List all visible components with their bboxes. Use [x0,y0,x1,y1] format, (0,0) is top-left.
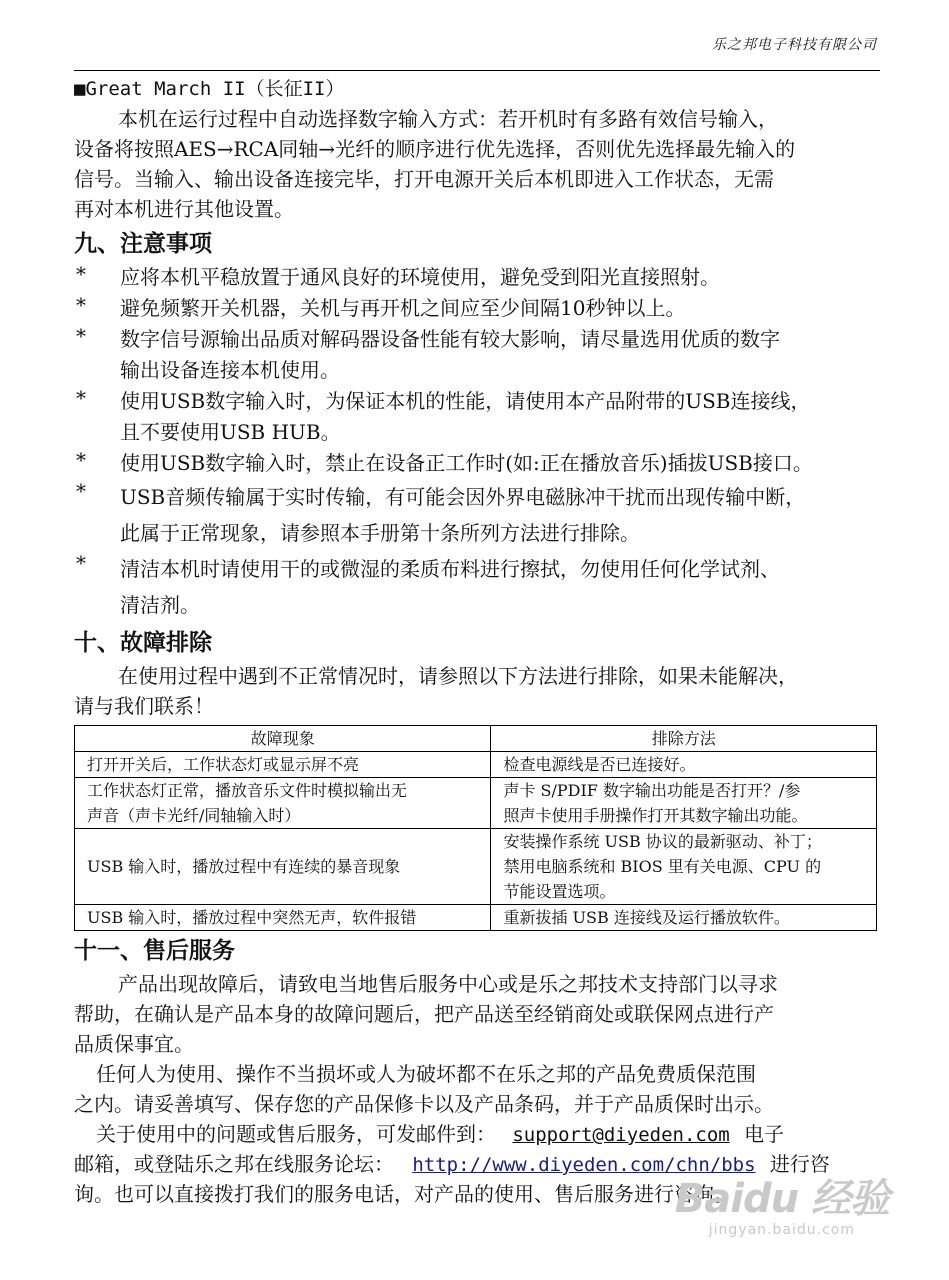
service-line: 品质保事宜。 [74,1032,194,1056]
list-item-text: 此属于正常现象，请参照本手册第十条所列方法进行排除。 [120,521,640,545]
star-bullet-icon: * [76,324,86,348]
support-email-link[interactable]: support@diyeden.com [512,1124,730,1146]
list-item [74,262,880,293]
symptom-cell: 工作状态灯正常，播放音乐文件时模拟输出无 声音（声卡光纤/同轴输入时） [75,778,491,829]
symptom-cell: USB 输入时，播放过程中有连续的暴音现象 [75,829,491,905]
intro-line: 设备将按照AES→RCA同轴→光纤的顺序进行优先选择，否则优先选择最先输入的 [74,137,796,161]
model-heading: ■Great March II（长征II） [74,78,345,100]
table-row [75,778,877,829]
list-item [74,551,880,623]
star-bullet-icon: * [76,262,86,286]
contact-line: 询。也可以直接拨打我们的服务电话，对产品的使用、售后服务进行咨询。 [74,1182,734,1206]
contact-text: 进行咨 [769,1152,830,1176]
list-item [74,324,880,386]
list-item-text: 输出设备连接本机使用。 [120,358,340,382]
list-item-text: 使用USB数字输入时，禁止在设备正工作时(如:正在播放音乐)插拔USB接口。 [120,451,813,475]
star-bullet-icon: * [76,551,86,575]
intro-paragraph [74,104,880,224]
list-item [74,448,880,479]
list-item-text: 应将本机平稳放置于通风良好的环境使用，避免受到阳光直接照射。 [120,265,720,289]
solution-cell: 安装操作系统 USB 协议的最新驱动、补丁； 禁用电脑系统和 BIOS 里有关电源、CPU 的 节能设置选项。 [491,829,877,905]
star-bullet-icon: * [76,386,86,410]
solution-cell: 重新拔插 USB 连接线及运行播放软件。 [491,905,877,931]
list-item-text: 避免频繁开关机器，关机与再开机之间应至少间隔10秒钟以上。 [120,296,686,320]
contact-text: 关于使用中的问题或售后服务，可发邮件到： [96,1122,496,1146]
list-item [74,293,880,324]
list-item [74,386,880,448]
list-item-text: 清洁本机时请使用干的或微湿的柔质布料进行擦拭，勿使用任何化学试剂、 [120,557,780,581]
column-header-solution: 排除方法 [491,726,877,752]
troubleshooting-intro: 请与我们联系！ [74,694,214,718]
star-bullet-icon: * [76,448,86,472]
solution-cell: 声卡 S/PDIF 数字输出功能是否打开？/参 照声卡使用手册操作打开其数字输出功能。 [491,778,877,829]
section-title-troubleshooting: 十、故障排除 [74,629,212,656]
table-row [75,752,877,778]
service-line: 产品出现故障后，请致电当地售后服务中心或是乐之邦技术支持部门以寻求 [118,972,778,996]
list-item-text: 数字信号源输出品质对解码器设备性能有较大影响，请尽量选用优质的数字 [120,327,780,351]
section-title-service: 十一、售后服务 [74,937,235,964]
troubleshooting-table [74,725,877,931]
document-body [74,74,880,1209]
star-bullet-icon: * [76,479,86,503]
symptom-cell: 打开开关后，工作状态灯或显示屏不亮 [75,752,491,778]
list-item [74,479,880,551]
intro-line: 再对本机进行其他设置。 [74,197,294,221]
symptom-cell: USB 输入时，播放过程中突然无声，软件报错 [75,905,491,931]
baidu-watermark [675,1167,889,1238]
contact-text: 电子 [744,1122,785,1146]
intro-line: 本机在运行过程中自动选择数字输入方式：若开机时有多路有效信号输入， [118,107,778,131]
service-line: 帮助，在确认是产品本身的故障问题后，把产品送至经销商处或联保网点进行产 [74,1002,774,1026]
column-header-symptom: 故障现象 [75,726,491,752]
service-line: 之内。请妥善填写、保存您的产品保修卡以及产品条码，并于产品质保时出示。 [74,1092,774,1116]
list-item-text: 且不要使用USB HUB。 [120,420,341,444]
list-item-text: 使用USB数字输入时，为保证本机的性能，请使用本产品附带的USB连接线， [120,389,811,413]
star-bullet-icon: * [76,293,86,317]
solution-cell: 检查电源线是否已连接好。 [491,752,877,778]
table-row [75,829,877,905]
section-title-notes: 九、注意事项 [74,230,212,257]
list-item-text: USB音频传输属于实时传输，有可能会因外界电磁脉冲干扰而出现传输中断， [120,485,806,509]
forum-url-link[interactable]: http://www.diyeden.com/chn/bbs [412,1154,756,1176]
header-rule [74,70,880,71]
troubleshooting-intro: 在使用过程中遇到不正常情况时，请参照以下方法进行排除，如果未能解决， [118,664,798,688]
contact-text: 邮箱，或登陆乐之邦在线服务论坛： [74,1152,394,1176]
baidu-logo: Baidu 经验 [674,1176,889,1222]
intro-line: 信号。当输入、输出设备连接完毕，打开电源开关后本机即进入工作状态，无需 [74,167,774,191]
service-line: 任何人为使用、操作不当损坏或人为破坏都不在乐之邦的产品免费质保范围 [96,1062,756,1086]
table-header-row [75,726,877,752]
notes-list [74,262,880,623]
watermark-site: jingyan.baidu.com [708,1222,855,1238]
contact-line [74,1119,880,1149]
list-item-text: 清洁剂。 [120,593,200,617]
company-header: 乐之邦电子科技有限公司 [712,37,877,53]
table-row [75,905,877,931]
